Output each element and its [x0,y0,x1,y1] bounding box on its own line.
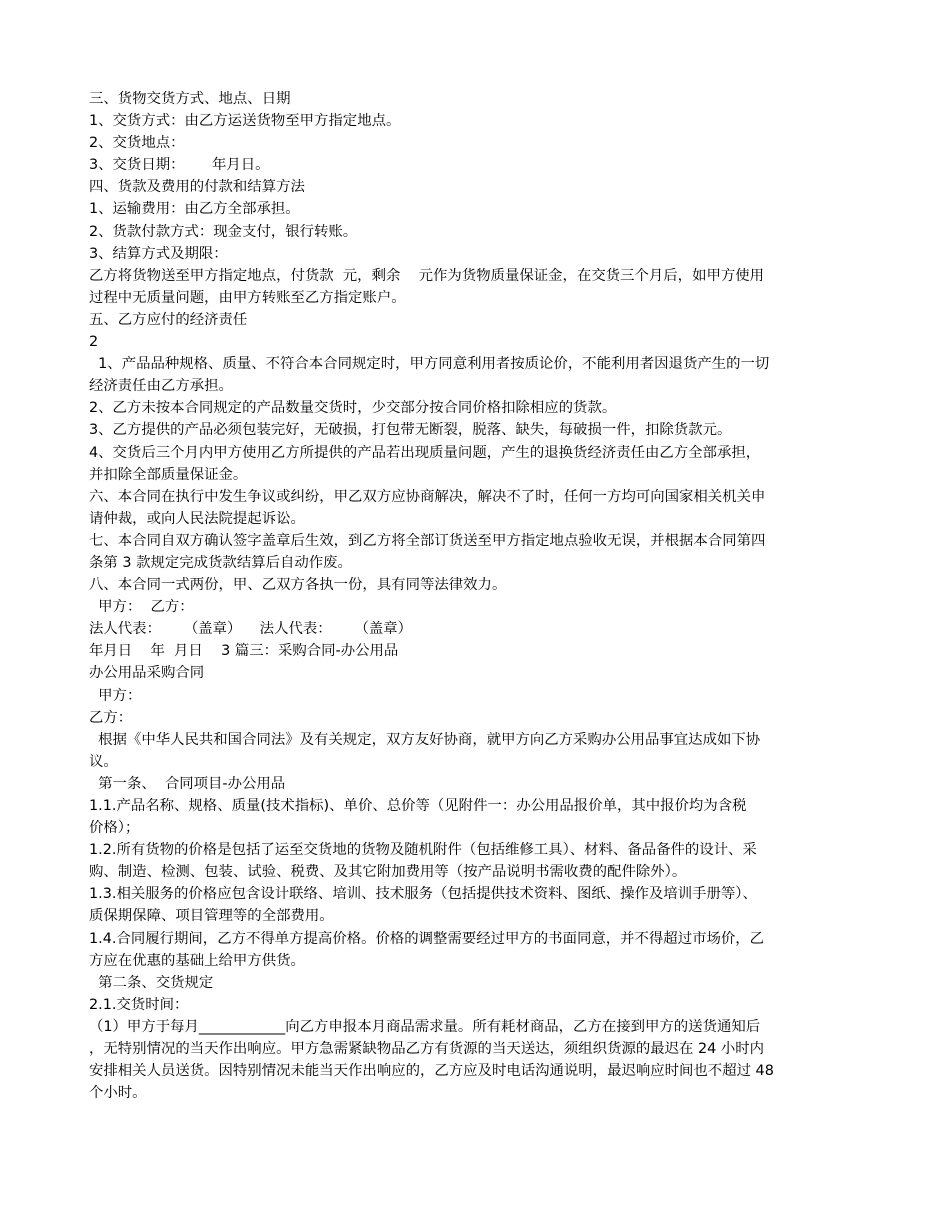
text-line: 2.1.交货时间： [89,996,189,1013]
text-line: 1.1.产品名称、规格、质量(技术指标)、单价、总价等（见附件一：办公用品报价单，其中报价均为含税 [89,798,747,814]
text-line: 六、本合同在执行中发生争议或纠纷，甲乙双方应协商解决，解决不了时，任何一方均可向国家相关机关申 [89,488,766,505]
text-line: 4、交货后三个月内甲方使用乙方所提供的产品若出现质量问题，产生的退换货经济责任由乙方全部承担， [89,444,761,461]
text-line: 购、制造、检测、包装、试验、税费、及其它附加费用等（按产品说明书需收费的配件除外）。 [89,864,687,881]
text-line: 根据《中华人民共和国合同法》及有关规定，双方友好协商，就甲方向乙方采购办公用品事宜达成如下协 [89,731,761,748]
text-line: 第一条、 合同项目-办公用品 [89,775,286,792]
text-line: 3、交货日期： 年月日。 [89,157,270,174]
text-line: 年月日 年 月日 3 篇三：采购合同-办公用品 [89,643,399,660]
text-line: 1.4.合同履行期间，乙方不得单方提高价格。价格的调整需要经过甲方的书面同意，并不得超过市场价，乙 [89,930,765,947]
text-line: 1、产品品种规格、质量、不符合本合同规定时，甲方同意利用者按质论价，不能利用者因退货产生的一切 [89,356,770,373]
text-line: 请仲裁，或向人民法院提起诉讼。 [89,510,305,527]
text-line: 1、交货方式：由乙方运送货物至甲方指定地点。 [89,113,401,130]
text-line: 3、乙方提供的产品必须包装完好，无破损，打包带无断裂，脱落、缺失，每破损一件，扣除货款元。 [89,422,732,439]
text-line: 乙方： [89,709,133,726]
text-line: （1）甲方于每月____________向乙方申报本月商品需求量。所有耗材商品，乙方在接到甲方的送货通知后 [89,1018,761,1035]
text-line: 方应在优惠的基础上给甲方供货。 [89,952,305,969]
text-line: 议。 [89,753,118,770]
text-line: 五、乙方应付的经济责任 [89,311,248,328]
text-line: 办公用品采购合同 [89,665,205,682]
text-line: 四、货款及费用的付款和结算方法 [89,179,305,196]
text-line: 1.3.相关服务的价格应包含设计联络、培训、技术服务（包括提供技术资料、图纸、操作及培训手册等）、 [89,886,757,903]
text-line: 经济责任由乙方承担。 [89,378,233,395]
text-line: 乙方将货物送至甲方指定地点，付货款 元，剩余 元作为货物质量保证金，在交货三个月后，如甲方使用 [89,267,765,284]
text-line: 2 [89,334,99,351]
text-line: 八、本合同一式两份，甲、乙双方各执一份，具有同等法律效力。 [89,577,507,594]
text-line: 七、本合同自双方确认签字盖章后生效，到乙方将全部订货送至甲方指定地点验收无误，并根据本合同第四 [89,532,766,549]
text-line: 质保期保障、项目管理等的全部费用。 [89,908,334,925]
text-line: 条第 3 款规定完成货款结算后自动作废。 [89,554,352,571]
text-line: 甲方： [89,687,142,704]
text-line: 1.2.所有货物的价格是包括了运至交货地的货物及随机附件（包括维修工具）、材料、备品备件的设计、采 [89,842,757,859]
text-line: 三、货物交货方式、地点、日期 [89,91,291,107]
text-line: 3、结算方式及期限： [89,245,228,262]
text-line: 甲方： 乙方： [89,599,194,616]
text-line: 价格）； [89,820,140,837]
text-line: 1、运输费用：由乙方全部承担。 [89,201,300,218]
text-line: 2、乙方未按本合同规定的产品数量交货时，少交部分按合同价格扣除相应的货款。 [89,400,617,417]
text-line: 并扣除全部质量保证金。 [89,466,248,483]
text-line: 个小时。 [89,1085,147,1102]
text-line: 第二条、交货规定 [89,974,214,991]
text-line: 2、交货地点： [89,135,185,152]
text-line: 安排相关人员送货。因特别情况未能当天作出响应的，乙方应及时电话沟通说明，最迟响应时间也不超过 48 [89,1063,774,1080]
text-line: 过程中无质量问题，由甲方转账至乙方指定账户。 [89,289,406,306]
text-line: ，无特别情况的当天作出响应。甲方急需紧缺物品乙方有货源的当天送达，须组织货源的最迟在 24 小时内 [89,1041,765,1058]
text-line: 2、货款付款方式：现金支付，银行转账。 [89,223,358,240]
document-body [89,88,869,1104]
text-line: 法人代表： （盖章） 法人代表： （盖章） [89,621,413,638]
